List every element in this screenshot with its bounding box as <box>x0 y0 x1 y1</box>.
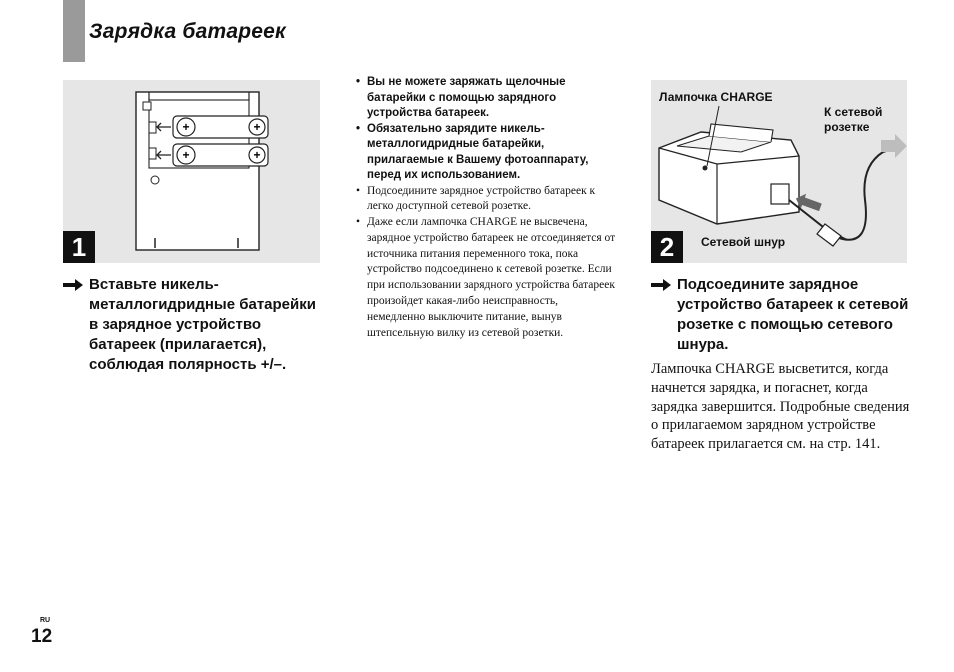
page-number: 12 <box>31 626 53 647</box>
step-2-badge: 2 <box>651 231 683 263</box>
outlet-label: К сетевой розетке <box>824 105 883 134</box>
svg-text:+: + <box>182 148 190 162</box>
step-2-instruction <box>651 275 913 355</box>
figure-insert-batteries <box>63 80 320 263</box>
bullet-icon: • <box>356 122 361 135</box>
page-title: Зарядка батареек <box>89 20 286 43</box>
bullet-icon: • <box>356 76 361 88</box>
svg-text:+: + <box>253 120 261 134</box>
note-text: Обязательно зарядите никель-металлогидридные батарейки, прилагаемые к Вашему фотоаппарату, перед их использованием. <box>367 122 589 181</box>
note-text: Подсоедините зарядное устройство батареек к легко доступной сетевой розетке. <box>367 184 596 213</box>
notes-list <box>356 75 618 341</box>
step-1-instruction <box>63 275 318 375</box>
language-label: RU <box>40 617 51 624</box>
bullet-icon: • <box>356 216 361 229</box>
step-1-caption-text: Вставьте никель-металлогидридные батарейки в зарядное устройство батареек (прилагается), соблюдая полярность +/–. <box>89 276 316 373</box>
battery-bottom <box>173 144 268 166</box>
note-item <box>356 184 618 216</box>
note-item <box>356 75 618 122</box>
power-cord-label: Сетевой шнур <box>701 235 786 249</box>
svg-text:+: + <box>182 120 190 134</box>
bullet-icon: • <box>356 184 361 197</box>
battery-charger-illustration <box>63 80 320 263</box>
figure-connect-outlet <box>651 80 907 263</box>
header-accent-bar <box>63 0 85 62</box>
svg-text:+: + <box>253 148 261 162</box>
charge-lamp-label: Лампочка CHARGE <box>659 90 773 104</box>
step-2-description: Лампочка CHARGE высветится, когда начнется зарядка, и погаснет, когда зарядка завершится. Подробные сведения о прилагаемом зарядном устройстве батареек прилагается см. на стр. 141. <box>651 361 910 453</box>
battery-top <box>173 116 268 138</box>
arrow-right-icon <box>63 279 83 291</box>
note-text: Даже если лампочка CHARGE не высвечена, зарядное устройство батареек не отсоединяется от источника питания переменного тока, пока устройство подсоединено к сетевой розетке. Если при использовании зарядного устройства батареек произойдет какая-либо неисправность, немедленно выключите питание, вынув штепсельную вилку из сетевой розетки. <box>367 216 616 339</box>
arrow-right-icon <box>651 279 671 291</box>
note-item <box>356 215 618 341</box>
note-text: Вы не можете заряжать щелочные батарейки с помощью зарядного устройства батареек. <box>367 76 566 119</box>
step-2-caption-text: Подсоедините зарядное устройство батареек к сетевой розетке с помощью сетевого шнура. <box>677 276 909 353</box>
step-1-badge: 1 <box>63 231 95 263</box>
note-item <box>356 122 618 184</box>
